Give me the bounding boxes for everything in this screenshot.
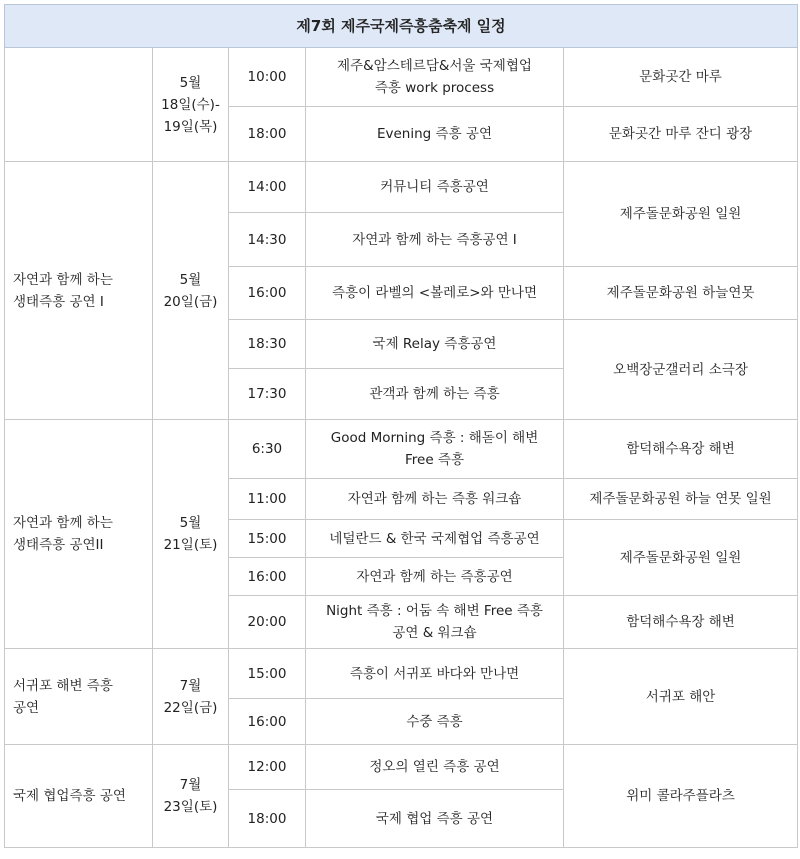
- session-venue: 서귀포 해안: [564, 649, 798, 745]
- session-venue: 제주돌문화공원 하늘연못: [564, 267, 798, 320]
- session-time: 17:30: [229, 369, 306, 420]
- program-name-cell: 국제 협업즉흥 공연: [5, 745, 153, 848]
- session-venue: 함덕해수욕장 해변: [564, 596, 798, 649]
- table-row: [5, 48, 798, 107]
- session-event: 네덜란드 & 한국 국제협업 즉흥공연: [306, 520, 564, 558]
- session-event: 자연과 함께 하는 즉흥공연: [306, 558, 564, 596]
- session-venue: 오백장군갤러리 소극장: [564, 320, 798, 420]
- session-event: 즉흥이 라벨의 <볼레로>와 만나면: [306, 267, 564, 320]
- program-name-cell: [5, 48, 153, 162]
- program-date-cell: 7월 22일(금): [153, 649, 229, 745]
- session-time: 14:00: [229, 162, 306, 213]
- program-name-cell: 서귀포 해변 즉흥 공연: [5, 649, 153, 745]
- session-time: 11:00: [229, 479, 306, 520]
- session-event: 정오의 열린 즉흥 공연: [306, 745, 564, 790]
- table-row: [5, 649, 798, 699]
- schedule-title: 제7회 제주국제즉흥춤축제 일정: [5, 5, 798, 48]
- session-venue: 문화곳간 마루: [564, 48, 798, 107]
- title-row: [5, 5, 798, 48]
- session-event: 커뮤니티 즉흥공연: [306, 162, 564, 213]
- session-time: 12:00: [229, 745, 306, 790]
- session-event: 제주&암스테르담&서울 국제협업 즉흥 work process: [306, 48, 564, 107]
- table-row: [5, 745, 798, 790]
- session-time: 18:00: [229, 790, 306, 848]
- session-time: 15:00: [229, 649, 306, 699]
- session-time: 16:00: [229, 558, 306, 596]
- session-event: Good Morning 즉흥 : 해돋이 해변 Free 즉흥: [306, 420, 564, 479]
- session-time: 6:30: [229, 420, 306, 479]
- session-event: 자연과 함께 하는 즉흥 워크숍: [306, 479, 564, 520]
- table-row: [5, 420, 798, 479]
- program-date-cell: 7월 23일(토): [153, 745, 229, 848]
- session-time: 16:00: [229, 267, 306, 320]
- session-venue: 제주돌문화공원 일원: [564, 162, 798, 267]
- session-event: Evening 즉흥 공연: [306, 107, 564, 162]
- session-event: 관객과 함께 하는 즉흥: [306, 369, 564, 420]
- session-event: 국제 협업 즉흥 공연: [306, 790, 564, 848]
- program-name-cell: 자연과 함께 하는 생태즉흥 공연 I: [5, 162, 153, 420]
- session-time: 18:30: [229, 320, 306, 369]
- program-date-cell: 5월 18일(수)- 19일(목): [153, 48, 229, 162]
- session-venue: 위미 콜라주플라츠: [564, 745, 798, 848]
- program-date-cell: 5월 21일(토): [153, 420, 229, 649]
- festival-schedule-table: [4, 4, 798, 848]
- program-date-cell: 5월 20일(금): [153, 162, 229, 420]
- session-event: 자연과 함께 하는 즉흥공연 I: [306, 213, 564, 267]
- session-event: 수중 즉흥: [306, 699, 564, 745]
- session-time: 15:00: [229, 520, 306, 558]
- session-time: 20:00: [229, 596, 306, 649]
- session-venue: 제주돌문화공원 일원: [564, 520, 798, 596]
- program-name-cell: 자연과 함께 하는 생태즉흥 공연II: [5, 420, 153, 649]
- session-time: 10:00: [229, 48, 306, 107]
- session-event: 즉흥이 서귀포 바다와 만나면: [306, 649, 564, 699]
- session-event: 국제 Relay 즉흥공연: [306, 320, 564, 369]
- session-time: 18:00: [229, 107, 306, 162]
- session-event: Night 즉흥 : 어둠 속 해변 Free 즉흥 공연 & 워크숍: [306, 596, 564, 649]
- table-row: [5, 162, 798, 213]
- session-time: 16:00: [229, 699, 306, 745]
- session-venue: 제주돌문화공원 하늘 연못 일원: [564, 479, 798, 520]
- session-venue: 문화곳간 마루 잔디 광장: [564, 107, 798, 162]
- session-venue: 함덕해수욕장 해변: [564, 420, 798, 479]
- session-time: 14:30: [229, 213, 306, 267]
